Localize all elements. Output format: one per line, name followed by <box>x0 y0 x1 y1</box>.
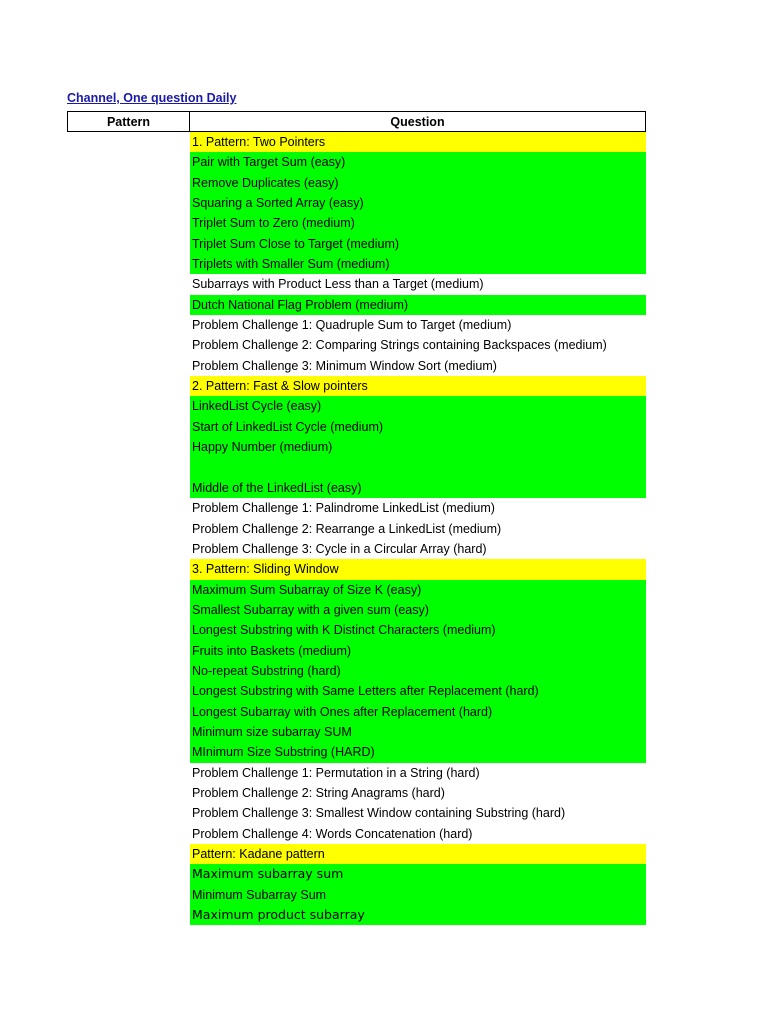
question-row: Happy Number (medium) <box>190 437 646 478</box>
question-row: Longest Substring with Same Letters after Replacement (hard) <box>190 681 646 701</box>
question-row: Problem Challenge 3: Minimum Window Sort (medium) <box>190 356 646 376</box>
pattern-heading-row: Pattern: Kadane pattern <box>190 844 646 864</box>
question-row: Problem Challenge 1: Permutation in a String (hard) <box>190 763 646 783</box>
table-header <box>67 111 646 131</box>
question-row: Longest Subarray with Ones after Replacement (hard) <box>190 702 646 722</box>
question-row: Triplet Sum to Zero (medium) <box>190 213 646 233</box>
question-row: Problem Challenge 4: Words Concatenation (hard) <box>190 824 646 844</box>
question-row: Squaring a Sorted Array (easy) <box>190 193 646 213</box>
question-row: Dutch National Flag Problem (medium) <box>190 295 646 315</box>
channel-link[interactable]: Channel, One question Daily <box>67 91 237 105</box>
column-header-question: Question <box>189 111 646 132</box>
question-row: Minimum Subarray Sum <box>190 885 646 905</box>
question-row: Problem Challenge 2: Comparing Strings containing Backspaces (medium) <box>190 335 646 355</box>
question-row: Problem Challenge 3: Cycle in a Circular Array (hard) <box>190 539 646 559</box>
question-row: MInimum Size Substring (HARD) <box>190 742 646 762</box>
question-row: Start of LinkedList Cycle (medium) <box>190 417 646 437</box>
question-row: Problem Challenge 3: Smallest Window containing Substring (hard) <box>190 803 646 823</box>
question-row: Minimum size subarray SUM <box>190 722 646 742</box>
pattern-heading-row: 1. Pattern: Two Pointers <box>190 132 646 152</box>
question-row: Subarrays with Product Less than a Target (medium) <box>190 274 646 294</box>
question-row: Maximum Sum Subarray of Size K (easy) <box>190 580 646 600</box>
question-row: Problem Challenge 1: Palindrome LinkedList (medium) <box>190 498 646 518</box>
question-list <box>190 132 646 925</box>
question-row: Smallest Subarray with a given sum (easy) <box>190 600 646 620</box>
question-row: Triplet Sum Close to Target (medium) <box>190 234 646 254</box>
question-row: Fruits into Baskets (medium) <box>190 641 646 661</box>
question-row: Maximum subarray sum <box>190 864 646 884</box>
question-row: Pair with Target Sum (easy) <box>190 152 646 172</box>
question-row: LinkedList Cycle (easy) <box>190 396 646 416</box>
question-row: Problem Challenge 2: Rearrange a LinkedList (medium) <box>190 519 646 539</box>
question-row: Longest Substring with K Distinct Characters (medium) <box>190 620 646 640</box>
question-row: Problem Challenge 2: String Anagrams (hard) <box>190 783 646 803</box>
pattern-heading-row: 2. Pattern: Fast & Slow pointers <box>190 376 646 396</box>
question-row: Middle of the LinkedList (easy) <box>190 478 646 498</box>
question-row: Problem Challenge 1: Quadruple Sum to Target (medium) <box>190 315 646 335</box>
question-row: No-repeat Substring (hard) <box>190 661 646 681</box>
column-header-pattern: Pattern <box>67 111 190 132</box>
question-row: Maximum product subarray <box>190 905 646 925</box>
question-row: Remove Duplicates (easy) <box>190 173 646 193</box>
question-row: Triplets with Smaller Sum (medium) <box>190 254 646 274</box>
pattern-heading-row: 3. Pattern: Sliding Window <box>190 559 646 579</box>
